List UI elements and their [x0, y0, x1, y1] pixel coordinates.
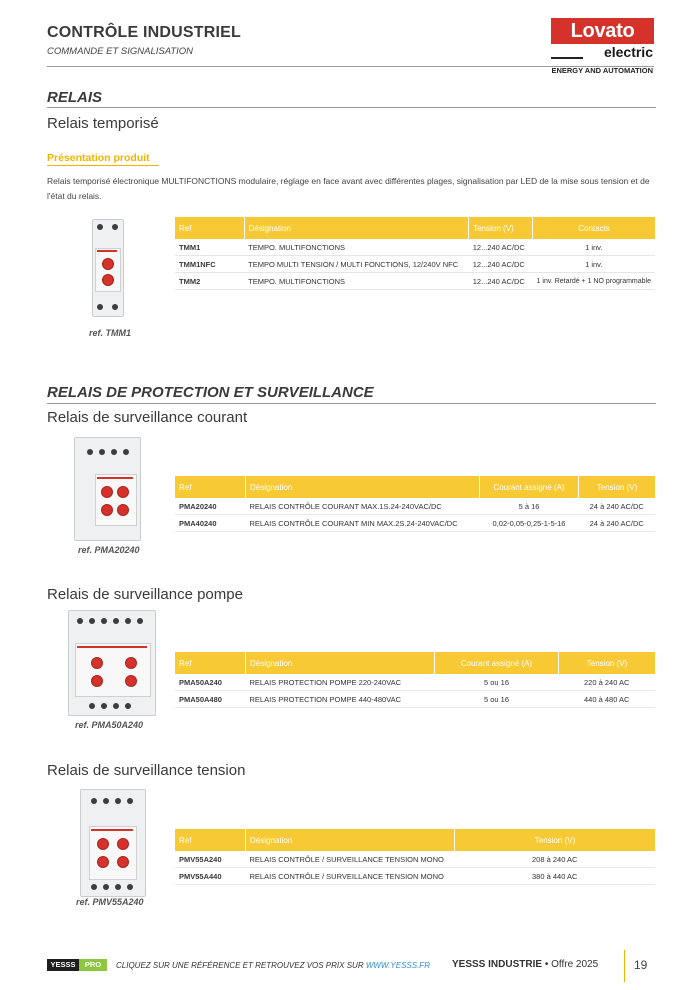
ref-link[interactable]: PMA40240 — [175, 515, 246, 532]
footer-cta — [116, 961, 430, 970]
device-face — [75, 643, 151, 697]
col-header-tension: Tension (V) — [469, 217, 533, 239]
knob-icon — [102, 258, 114, 270]
knob-icon — [91, 657, 103, 669]
section-divider — [47, 107, 656, 108]
lovato-logo: Lovato — [551, 18, 654, 44]
contacts-cell: 1 inv. — [533, 239, 655, 256]
designation-cell: RELAIS CONTRÔLE / SURVEILLANCE TENSION MONO — [246, 851, 455, 868]
table-row[interactable] — [175, 498, 655, 515]
ref-link[interactable]: PMA50A480 — [175, 691, 246, 708]
ref-link[interactable]: PMV55A440 — [175, 868, 246, 885]
footer-url-link[interactable]: WWW.YESSS.FR — [365, 961, 430, 970]
designation-cell: TEMPO. MULTIFONCTIONS — [244, 273, 469, 290]
subheading-surveillance-pompe: Relais de surveillance pompe — [47, 586, 243, 603]
page-title: CONTRÔLE INDUSTRIEL — [47, 24, 242, 41]
terminal-icon — [91, 884, 97, 890]
tension-cell: 24 à 240 AC/DC — [579, 498, 656, 515]
table-row[interactable] — [175, 239, 655, 256]
presentation-underline — [47, 165, 159, 166]
terminal-icon — [137, 618, 143, 624]
col-header-tension: Tension (V) — [559, 652, 656, 674]
tension-cell: 12...240 AC/DC — [469, 239, 533, 256]
ref-link[interactable]: PMA50A240 — [175, 674, 246, 691]
device-stripe — [91, 829, 133, 831]
image-caption-pma20240: ref. PMA20240 — [78, 545, 140, 555]
terminal-icon — [91, 798, 97, 804]
terminal-icon — [112, 304, 118, 310]
footer-offer: • Offre 2025 — [544, 959, 599, 970]
page-subtitle: COMMANDE ET SIGNALISATION — [47, 46, 194, 57]
col-header-designation: Désignation — [246, 476, 480, 498]
tension-cell: 440 à 480 AC — [559, 691, 656, 708]
table-row[interactable] — [175, 515, 655, 532]
terminal-icon — [113, 618, 119, 624]
table-row[interactable] — [175, 256, 655, 273]
terminal-icon — [125, 703, 131, 709]
col-header-contacts: Contacts — [533, 217, 655, 239]
knob-icon — [91, 675, 103, 687]
tension-cell: 12...240 AC/DC — [469, 273, 533, 290]
knob-icon — [125, 675, 137, 687]
footer-brand-name: YESSS INDUSTRIE — [452, 959, 543, 970]
designation-cell: RELAIS CONTRÔLE / SURVEILLANCE TENSION MONO — [246, 868, 455, 885]
presentation-text: Relais temporisé électronique MULTIFONCTIONS modulaire, réglage en face avant avec différentes plages, signalisation par LED de la mise sous tension et de l'état du relais. — [47, 176, 650, 201]
terminal-icon — [115, 798, 121, 804]
table-surveillance-tension — [175, 829, 655, 885]
terminal-icon — [103, 798, 109, 804]
col-header-designation: Désignation — [246, 829, 455, 851]
knob-icon — [101, 486, 113, 498]
product-image-pmv55a240[interactable] — [80, 789, 146, 897]
table-row[interactable] — [175, 674, 655, 691]
subheading-surveillance-tension: Relais de surveillance tension — [47, 762, 246, 779]
terminal-icon — [99, 449, 105, 455]
table-row[interactable] — [175, 851, 655, 868]
knob-icon — [117, 856, 129, 868]
col-header-designation: Désignation — [244, 217, 469, 239]
designation-cell: RELAIS PROTECTION POMPE 440-480VAC — [246, 691, 435, 708]
knob-icon — [97, 838, 109, 850]
table-row[interactable] — [175, 868, 655, 885]
terminal-icon — [113, 703, 119, 709]
contacts-cell: 1 inv. Retardé + 1 NO programmable — [533, 273, 655, 290]
contacts-cell: 1 inv. — [533, 256, 655, 273]
footer-brand — [452, 959, 598, 970]
col-header-tension: Tension (V) — [455, 829, 656, 851]
table-row[interactable] — [175, 691, 655, 708]
tension-cell: 380 à 440 AC — [455, 868, 656, 885]
designation-cell: TEMPO. MULTIFONCTIONS — [244, 239, 469, 256]
terminal-icon — [77, 618, 83, 624]
product-image-pma20240[interactable] — [74, 437, 141, 541]
table-relais-temporise — [175, 217, 655, 290]
knob-icon — [102, 274, 114, 286]
page-number: 19 — [634, 958, 648, 972]
col-header-courant: Courant assigné (A) — [480, 476, 579, 498]
device-face — [95, 474, 137, 526]
terminal-icon — [127, 884, 133, 890]
ref-link[interactable]: PMV55A240 — [175, 851, 246, 868]
terminal-icon — [87, 449, 93, 455]
pro-badge: PRO — [79, 959, 107, 971]
ref-link[interactable]: TMM1 — [175, 239, 244, 256]
tension-cell: 24 à 240 AC/DC — [579, 515, 656, 532]
product-image-tmm1[interactable] — [92, 219, 124, 317]
presentation-title: Présentation produit — [47, 152, 150, 164]
terminal-icon — [112, 224, 118, 230]
courant-cell: 0,02-0,05-0,25-1-5-16 — [480, 515, 579, 532]
designation-cell: RELAIS PROTECTION POMPE 220-240VAC — [246, 674, 435, 691]
footer-cta-text: CLIQUEZ SUR UNE RÉFÉRENCE ET RETROUVEZ VOS PRIX SUR — [116, 961, 364, 970]
knob-icon — [117, 504, 129, 516]
section-divider — [47, 403, 656, 404]
terminal-icon — [101, 703, 107, 709]
subheading-relais-temporise: Relais temporisé — [47, 115, 159, 132]
col-header-tension: Tension (V) — [579, 476, 656, 498]
section-heading-protection: RELAIS DE PROTECTION ET SURVEILLANCE — [47, 384, 374, 401]
image-caption-tmm1: ref. TMM1 — [89, 328, 132, 338]
col-header-ref: Ref — [175, 829, 246, 851]
designation-cell: RELAIS CONTRÔLE COURANT MAX.1S.24-240VAC/DC — [246, 498, 480, 515]
device-stripe — [97, 250, 117, 252]
knob-icon — [117, 838, 129, 850]
section-heading-relais: RELAIS — [47, 89, 103, 106]
designation-cell: TEMPO MULTI TENSION / MULTI FONCTIONS, 12/240V NFC — [244, 256, 469, 273]
subheading-surveillance-courant: Relais de surveillance courant — [47, 409, 248, 426]
terminal-icon — [89, 703, 95, 709]
knob-icon — [117, 486, 129, 498]
image-caption-pma50a240: ref. PMA50A240 — [75, 720, 144, 730]
designation-cell: RELAIS CONTRÔLE COURANT MIN MAX.2S.24-240VAC/DC — [246, 515, 480, 532]
terminal-icon — [115, 884, 121, 890]
table-surveillance-pompe — [175, 652, 655, 708]
lovato-logo-electric: electric — [603, 44, 653, 60]
device-face — [89, 826, 137, 880]
knob-icon — [101, 504, 113, 516]
terminal-icon — [127, 798, 133, 804]
yesss-logo[interactable]: YESSS — [47, 959, 79, 971]
table-surveillance-courant — [175, 476, 655, 532]
ref-link[interactable]: PMA20240 — [175, 498, 246, 515]
col-header-ref: Ref — [175, 217, 244, 239]
tension-cell: 12...240 AC/DC — [469, 256, 533, 273]
col-header-ref: Ref — [175, 652, 246, 674]
table-row[interactable] — [175, 273, 655, 290]
terminal-icon — [101, 618, 107, 624]
terminal-icon — [97, 304, 103, 310]
col-header-designation: Désignation — [246, 652, 435, 674]
tension-cell: 220 à 240 AC — [559, 674, 656, 691]
device-stripe — [97, 477, 133, 479]
knob-icon — [97, 856, 109, 868]
footer-separator — [624, 950, 625, 982]
terminal-icon — [125, 618, 131, 624]
courant-cell: 5 ou 16 — [435, 674, 559, 691]
product-image-pma50a240[interactable] — [68, 610, 156, 716]
logo-tagline: ENERGY AND AUTOMATION — [551, 66, 653, 75]
terminal-icon — [89, 618, 95, 624]
image-caption-pmv55a240: ref. PMV55A240 — [76, 897, 144, 907]
terminal-icon — [103, 884, 109, 890]
logo-underline — [551, 57, 583, 59]
tension-cell: 208 à 240 AC — [455, 851, 656, 868]
courant-cell: 5 ou 16 — [435, 691, 559, 708]
courant-cell: 5 à 16 — [480, 498, 579, 515]
ref-link[interactable]: TMM2 — [175, 273, 244, 290]
terminal-icon — [97, 224, 103, 230]
device-stripe — [77, 646, 147, 648]
terminal-icon — [123, 449, 129, 455]
ref-link[interactable]: TMM1NFC — [175, 256, 244, 273]
terminal-icon — [111, 449, 117, 455]
col-header-ref: Ref — [175, 476, 246, 498]
col-header-courant: Courant assigné (A) — [435, 652, 559, 674]
knob-icon — [125, 657, 137, 669]
